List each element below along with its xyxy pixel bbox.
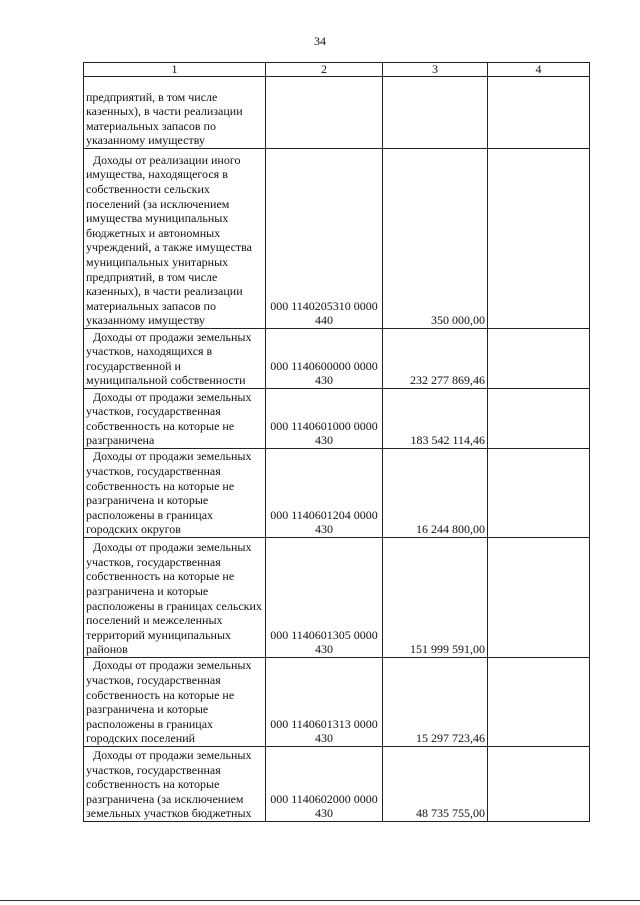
- row-name-cell: [84, 77, 266, 149]
- row-note-cell: [488, 329, 590, 389]
- row-amount-cell: 15 297 723,46: [383, 658, 488, 747]
- row-name-text: Доходы от реализации иного имущества, находящегося в собственности сельских поселений (за исключением имущества муниципальных бюджетных и автономных учреждений, а также имущества муниципальных унитарных предприятий, в том числе казенных), в части реализации материальных запасов по указанному имуществу: [86, 152, 252, 328]
- row-name-cell: [84, 149, 266, 329]
- row-amount-cell: 183 542 114,46: [383, 389, 488, 449]
- table-row: [84, 449, 590, 538]
- row-note-cell: [488, 747, 590, 822]
- row-name-text: Доходы от продажи земельных участков, государственная собственность на которые разграничена (за исключением земельных участков бюджетных: [86, 748, 252, 821]
- row-code-cell: 000 1140601305 0000 430: [266, 538, 383, 658]
- table-row: [84, 538, 590, 658]
- budget-revenue-table: [83, 62, 590, 822]
- row-amount-cell: 232 277 869,46: [383, 329, 488, 389]
- row-code-cell: 000 1140601000 0000 430: [266, 389, 383, 449]
- row-note-cell: [488, 77, 590, 149]
- table-header-row: [84, 63, 590, 77]
- table-row: [84, 77, 590, 149]
- column-header-4: 4: [488, 63, 590, 77]
- row-amount-cell: 350 000,00: [383, 149, 488, 329]
- row-note-cell: [488, 149, 590, 329]
- row-code-cell: 000 1140601313 0000 430: [266, 658, 383, 747]
- row-name-text: Доходы от продажи земельных участков, государственная собственность на которые не разграничена: [86, 389, 252, 448]
- row-amount-cell: 48 735 755,00: [383, 747, 488, 822]
- row-code-cell: 000 1140601204 0000 430: [266, 449, 383, 538]
- row-note-cell: [488, 449, 590, 538]
- column-header-2: 2: [266, 63, 383, 77]
- row-name-text: Доходы от продажи земельных участков, государственная собственность на которые не разграничена и которые расположены в границах городских округов: [86, 449, 252, 537]
- row-name-cell: [84, 449, 266, 538]
- row-code-cell: 000 1140602000 0000 430: [266, 747, 383, 822]
- table-row: [84, 149, 590, 329]
- row-name-text: Доходы от продажи земельных участков, государственная собственность на которые не разграничена и которые расположены в границах городских поселений: [86, 658, 252, 746]
- row-name-text: Доходы от продажи земельных участков, государственная собственность на которые не разграничена и которые расположены в границах сельских поселений и межселенных территорий муниципальных районов: [86, 540, 262, 657]
- page-number: 34: [314, 34, 326, 48]
- table-row: [84, 747, 590, 822]
- row-name-cell: [84, 329, 266, 389]
- row-note-cell: [488, 658, 590, 747]
- table-row: [84, 329, 590, 389]
- row-amount-cell: 16 244 800,00: [383, 449, 488, 538]
- row-note-cell: [488, 389, 590, 449]
- row-note-cell: [488, 538, 590, 658]
- column-header-1: 1: [84, 63, 266, 77]
- row-name-text: предприятий, в том числе казенных), в части реализации материальных запасов по указанному имуществу: [86, 89, 243, 148]
- row-name-cell: [84, 658, 266, 747]
- column-header-3: 3: [383, 63, 488, 77]
- row-name-cell: [84, 747, 266, 822]
- page-bottom-rule: [0, 900, 640, 901]
- row-name-text: Доходы от продажи земельных участков, находящихся в государственной и муниципальной собственности: [86, 329, 252, 388]
- table-row: [84, 389, 590, 449]
- row-code-cell: 000 1140600000 0000 430: [266, 329, 383, 389]
- row-code-cell: 000 1140205310 0000 440: [266, 149, 383, 329]
- row-name-cell: [84, 538, 266, 658]
- table-row: [84, 658, 590, 747]
- row-amount-cell: 151 999 591,00: [383, 538, 488, 658]
- row-code-cell: [266, 77, 383, 149]
- row-amount-cell: [383, 77, 488, 149]
- row-name-cell: [84, 389, 266, 449]
